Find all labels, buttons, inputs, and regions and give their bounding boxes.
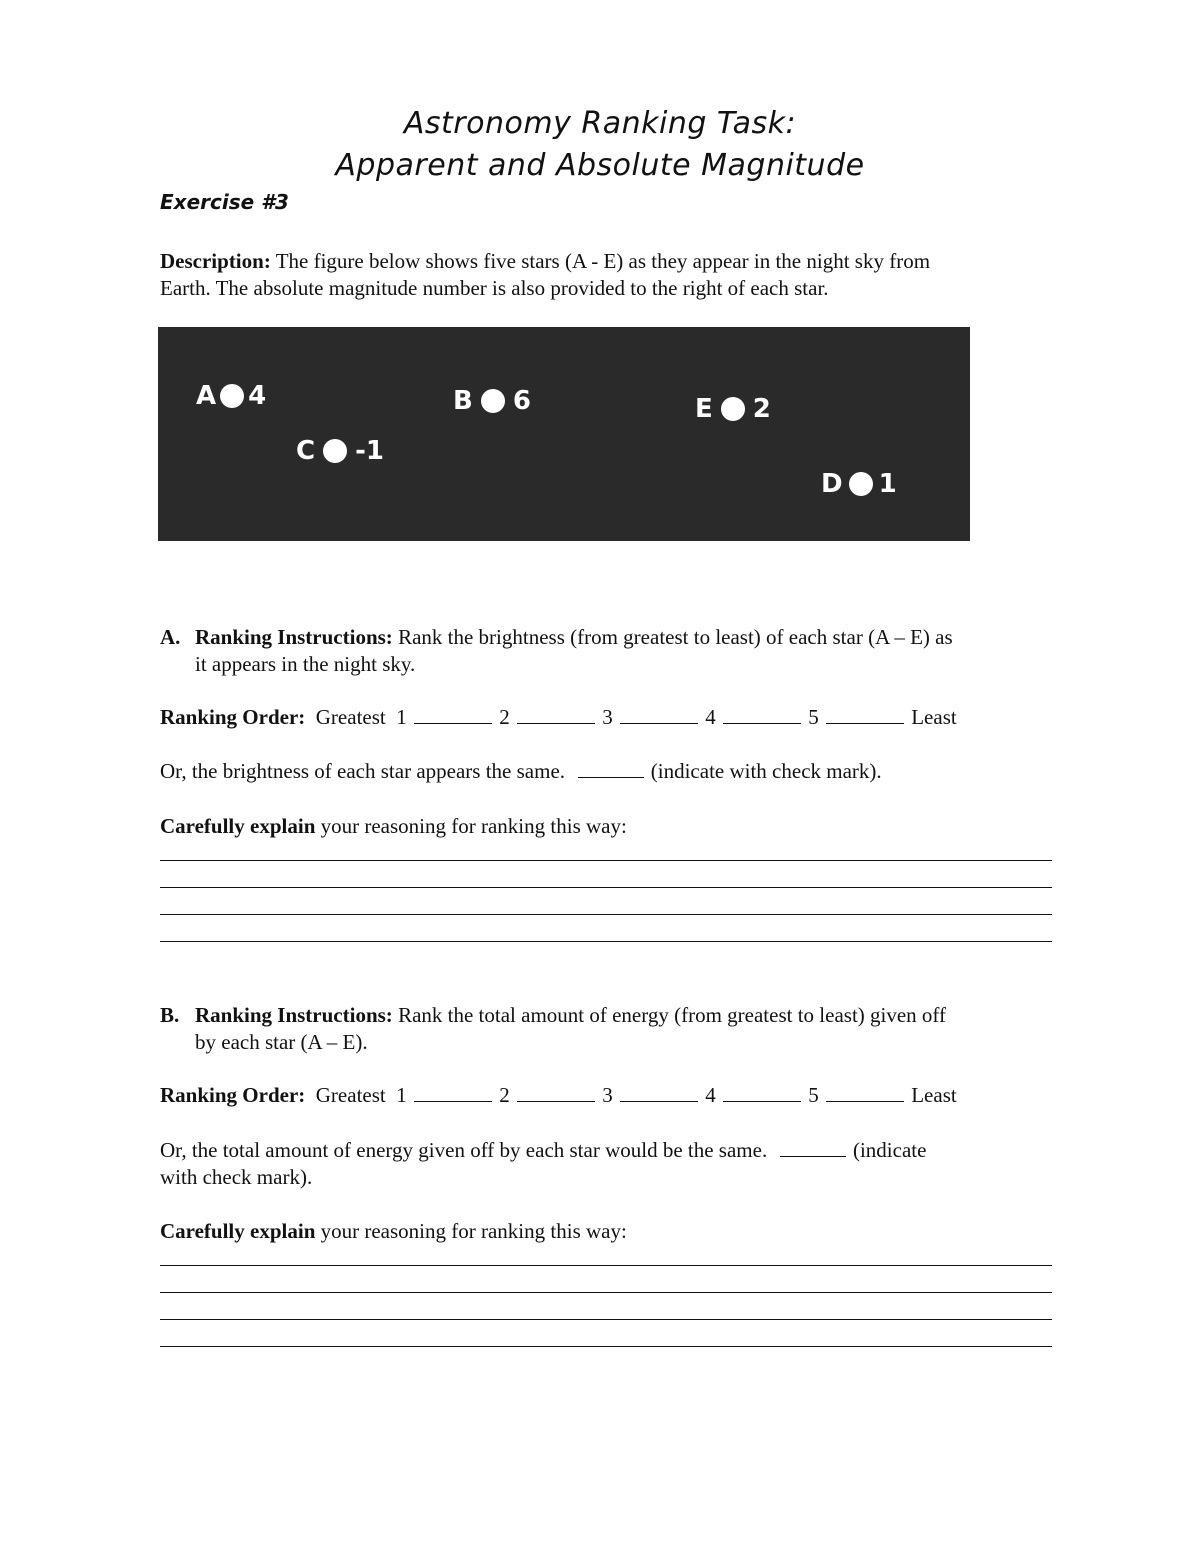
star-e-letter: E	[695, 394, 713, 424]
section-b-same-checkmark-blank[interactable]	[780, 1138, 846, 1157]
section-b-answer-line-3[interactable]	[160, 1319, 1052, 1320]
exercise-number: Exercise #3	[160, 190, 289, 214]
star-c-dot	[323, 439, 347, 463]
section-a-answer-line-3[interactable]	[160, 914, 1052, 915]
star-e-dot	[721, 397, 745, 421]
section-b-same-hint: (indicate	[852, 1138, 927, 1162]
section-a-same-hint: (indicate with check mark).	[650, 759, 882, 783]
section-a-rank-3-blank[interactable]	[620, 705, 698, 724]
section-a-same-text: Or, the brightness of each star appears the same.	[160, 759, 566, 783]
section-a-instructions-line1	[195, 624, 1055, 651]
section-b-instructions-label: Ranking Instructions:	[195, 1003, 393, 1027]
section-b-rank-2-blank[interactable]	[517, 1083, 595, 1102]
star-c	[296, 436, 384, 466]
section-a-rank-1-blank[interactable]	[414, 705, 492, 724]
section-a-greatest: Greatest	[315, 705, 386, 729]
section-a-least: Least	[911, 705, 957, 729]
star-e	[695, 394, 771, 424]
section-b-same-text: Or, the total amount of energy given off by each star would be the same.	[160, 1138, 768, 1162]
page-title-line1: Astronomy Ranking Task:	[403, 106, 797, 141]
section-b-marker: B.	[160, 1003, 180, 1027]
star-b-dot	[481, 389, 505, 413]
section-b-rank-3-blank[interactable]	[620, 1083, 698, 1102]
section-b-instructions-line2: by each star (A – E).	[195, 1030, 368, 1054]
section-b-answer-line-4[interactable]	[160, 1346, 1052, 1347]
star-d-magnitude: 1	[878, 469, 897, 499]
section-b-least: Least	[911, 1083, 957, 1107]
section-b-same-line2: with check mark).	[160, 1165, 313, 1189]
section-a-explain-label: Carefully explain	[160, 814, 316, 838]
section-a-answer-line-1[interactable]	[160, 860, 1052, 861]
section-a-answer-line-4[interactable]	[160, 941, 1052, 942]
section-b-rank-4-blank[interactable]	[723, 1083, 801, 1102]
description-line2: Earth. The absolute magnitude number is also provided to the right of each star.	[160, 276, 829, 300]
section-b-explain-label: Carefully explain	[160, 1219, 316, 1243]
star-e-magnitude: 2	[752, 394, 771, 424]
star-c-magnitude: -1	[355, 436, 384, 466]
section-b-rank-1-blank[interactable]	[414, 1083, 492, 1102]
section-a-rank-5-blank[interactable]	[826, 705, 904, 724]
night-sky-figure	[158, 327, 970, 541]
section-a-ranking-order: Ranking Order: Greatest 1 2 3 4 5 Least	[160, 705, 957, 729]
section-b-explain-prompt: Carefully explain your reasoning for ranking this way:	[160, 1219, 627, 1243]
section-a-instructions-text1: Rank the brightness (from greatest to least) of each star (A – E) as	[392, 625, 953, 649]
section-a-rank-2-blank[interactable]	[517, 705, 595, 724]
section-b-ranking-label: Ranking Order:	[160, 1083, 306, 1107]
star-a	[196, 381, 266, 411]
section-b-answer-line-1[interactable]	[160, 1265, 1052, 1266]
star-c-letter: C	[296, 436, 316, 466]
star-a-letter: A	[196, 381, 217, 411]
star-d-dot	[849, 472, 873, 496]
section-b-ranking-order: Ranking Order: Greatest 1 2 3 4 5 Least	[160, 1083, 957, 1107]
section-a-rank-4-blank[interactable]	[723, 705, 801, 724]
star-d	[821, 469, 897, 499]
star-a-magnitude: 4	[248, 381, 267, 411]
section-a-same-checkmark-blank[interactable]	[578, 759, 644, 778]
star-b-magnitude: 6	[512, 386, 531, 416]
section-a-marker: A.	[160, 625, 181, 649]
section-a-instructions-line2: it appears in the night sky.	[195, 652, 416, 676]
section-a-ranking-label: Ranking Order:	[160, 705, 306, 729]
section-b-instructions-text1: Rank the total amount of energy (from greatest to least) given off	[392, 1003, 947, 1027]
description-label: Description:	[160, 249, 271, 273]
section-a-same-line	[160, 758, 1060, 785]
page-title-line2: Apparent and Absolute Magnitude	[335, 148, 865, 183]
section-b-answer-line-2[interactable]	[160, 1292, 1052, 1293]
star-b	[453, 386, 531, 416]
description-text1: The figure below shows five stars (A - E) as they appear in the night sky from	[270, 249, 931, 273]
star-d-letter: D	[821, 469, 843, 499]
section-b-rank-5-blank[interactable]	[826, 1083, 904, 1102]
section-b-greatest: Greatest	[315, 1083, 386, 1107]
section-a-instructions-label: Ranking Instructions:	[195, 625, 393, 649]
section-b-same-line1	[160, 1137, 1060, 1164]
section-b-instructions-line1	[195, 1002, 1055, 1029]
section-a-answer-line-2[interactable]	[160, 887, 1052, 888]
star-b-letter: B	[453, 386, 473, 416]
star-a-dot	[220, 384, 244, 408]
section-a-explain-prompt: Carefully explain your reasoning for ranking this way:	[160, 814, 627, 838]
description-line1	[160, 248, 1060, 275]
